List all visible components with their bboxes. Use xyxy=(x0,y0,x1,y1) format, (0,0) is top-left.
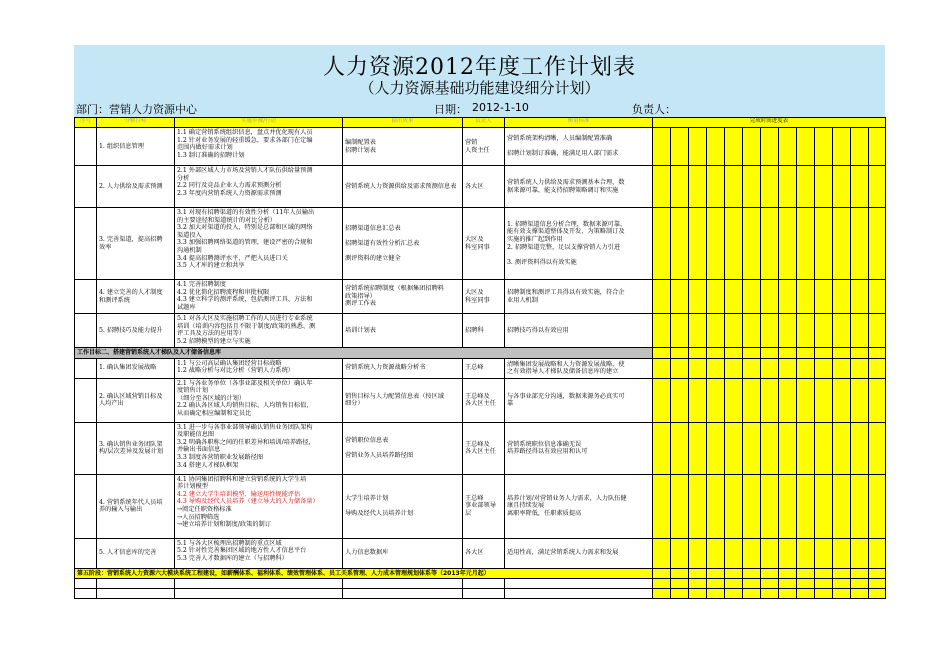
header-cell: 输出成果 xyxy=(343,118,463,128)
timeline-cell xyxy=(743,568,761,579)
steps-text: →阅定任职资格标准 →人员招聘筛选 →建立培养计划和制度/政策的制订 xyxy=(177,505,271,529)
output-cell: 招聘渠道信息汇总表 招聘渠道有效性分析汇总表 测评资料的建立健全 xyxy=(343,208,463,280)
timeline-cell xyxy=(653,474,671,538)
timeline-cell xyxy=(671,579,689,589)
timeline-cell xyxy=(797,348,815,359)
timeline-cell xyxy=(707,579,725,589)
goal-cell: 1. 确认集团发展战略 xyxy=(97,358,175,378)
table-row xyxy=(75,422,886,474)
standard-cell: 营销系统架构清晰，人员编制配置准确 招聘计划制订准确，能满足用人部门需求 xyxy=(505,128,653,166)
timeline-cell xyxy=(725,422,743,474)
timeline-cell xyxy=(653,422,671,474)
timeline-cell xyxy=(653,358,671,378)
owner-cell: 王总峰及 各大区主任 xyxy=(463,378,505,422)
timeline-cell xyxy=(689,348,707,359)
timeline-cell xyxy=(725,280,743,314)
steps-cell xyxy=(175,314,343,348)
timeline-cell xyxy=(833,579,851,589)
timeline-cell xyxy=(779,589,797,599)
steps-cell xyxy=(175,422,343,474)
timeline-cell xyxy=(689,128,707,166)
timeline-cell xyxy=(689,589,707,599)
timeline-cell xyxy=(815,589,833,599)
output-cell: 大学生培养计划 导购及经代人员培养计划 xyxy=(343,474,463,538)
timeline-cell xyxy=(779,166,797,208)
timeline-cell xyxy=(761,589,779,599)
timeline-cell xyxy=(743,280,761,314)
timeline-cell xyxy=(815,314,833,348)
timeline-cell xyxy=(671,474,689,538)
timeline-cell xyxy=(653,128,671,166)
steps-text: 1.1 与公司高层确认集团经营目标战略 1.2 战略分析与对比分析（营销人力系统） xyxy=(177,359,294,375)
header-row xyxy=(75,118,886,128)
owner-cell: 王总峰及 各大区主任 xyxy=(463,422,505,474)
timeline-cell xyxy=(707,378,725,422)
table-row xyxy=(75,538,886,568)
timeline-cell xyxy=(869,538,886,568)
timeline-cell xyxy=(869,128,886,166)
timeline-cell xyxy=(869,358,886,378)
meta-row xyxy=(74,99,885,117)
timeline-cell xyxy=(689,474,707,538)
steps-text: 5.1 与各大区梳理出招聘制的重点区域 5.2 针对性完善集团区域的地方性人才信息平台 5.3 完善人才数据库的建立（与招聘科） xyxy=(177,539,307,562)
standard-cell: 1. 招聘渠道信息分析合理，数据来源可靠， 能有效支撑渠道整体及开发，为策略制订及 实施的推广起到作用 2. 招聘渠道完整，足以支撑营销人力引进 3. 测评资料得以有效实施 xyxy=(505,208,653,280)
timeline-cell xyxy=(653,378,671,422)
timeline-cell xyxy=(761,579,779,589)
header-cell: 实施步骤/行动 xyxy=(175,118,343,128)
timeline-cell xyxy=(743,422,761,474)
empty-row xyxy=(75,579,886,589)
table-row xyxy=(75,314,886,348)
timeline-cell xyxy=(743,208,761,280)
steps-cell xyxy=(175,208,343,280)
output-cell: 营销系统人力资源战略分析书 xyxy=(343,358,463,378)
owner-cell: 王总峰 事业部领导 层 xyxy=(463,474,505,538)
timeline-cell xyxy=(815,538,833,568)
timeline-cell xyxy=(833,348,851,359)
timeline-cell xyxy=(833,358,851,378)
timeline-cell xyxy=(743,166,761,208)
timeline-cell xyxy=(743,579,761,589)
timeline-cell xyxy=(671,589,689,599)
table-row xyxy=(75,208,886,280)
timeline-cell xyxy=(761,568,779,579)
output-cell: 人力信息数据库 xyxy=(343,538,463,568)
timeline-cell xyxy=(833,422,851,474)
standard-cell: 招聘制度和测评工具得以有效实施，符合企 业用人机制 xyxy=(505,280,653,314)
stage-label: 工作目标二、搭建营销系统人才梯队及人才储备信息库 xyxy=(75,348,653,359)
output-cell: 营销职位信息表 营销业务人员培养路径图 xyxy=(343,422,463,474)
output-cell: 销售目标与人力配置信息表（按区域 细分） xyxy=(343,378,463,422)
timeline-cell xyxy=(869,589,886,599)
header-cell: 分解目标 xyxy=(97,118,175,128)
standard-cell: 招聘技巧得以有效应用 xyxy=(505,314,653,348)
owner-cell: 大区及 科室同事 xyxy=(463,280,505,314)
timeline-cell xyxy=(797,280,815,314)
timeline-cell xyxy=(869,378,886,422)
steps-text: 2.1 外部区域人力市场及营销人才队伍供给量预测 分析 2.2 同行及竞品企业人力需求预测分析 2.3 年度内营销系统人力资源需求预测 xyxy=(177,167,313,197)
timeline-cell xyxy=(653,579,671,589)
timeline-cell xyxy=(815,166,833,208)
goal-cell: 3. 完善渠道，提高招聘 效率 xyxy=(97,208,175,280)
standard-cell: 营销系统人力供给及需求预测基本合理，数 据来源可靠，能支持招聘策略调订和实施 xyxy=(505,166,653,208)
seq-cell xyxy=(75,538,97,568)
timeline-cell xyxy=(653,538,671,568)
goal-cell: 4. 营销系统年代人员培 养的输入与输出 xyxy=(97,474,175,538)
empty-cell xyxy=(97,579,175,589)
timeline-cell xyxy=(779,314,797,348)
owner-label: 负责人： xyxy=(632,103,676,116)
timeline-cell xyxy=(707,348,725,359)
timeline-cell xyxy=(725,568,743,579)
standard-cell: 与各事业部充分沟通，数据来源务必真实可 靠 xyxy=(505,378,653,422)
timeline-cell xyxy=(833,280,851,314)
stage-row xyxy=(75,348,886,359)
timeline-cell xyxy=(851,348,869,359)
timeline-cell xyxy=(797,422,815,474)
timeline-cell xyxy=(707,589,725,599)
timeline-cell xyxy=(869,422,886,474)
timeline-cell xyxy=(851,208,869,280)
timeline-cell xyxy=(815,568,833,579)
goal-cell: 3. 确认销售业务团队架 构/层次差异及发展计划 xyxy=(97,422,175,474)
standard-cell: 营销系统职位信息准确无误 培养路径得以有效应用和认可 xyxy=(505,422,653,474)
timeline-cell xyxy=(671,166,689,208)
timeline-cell xyxy=(797,474,815,538)
timeline-cell xyxy=(779,358,797,378)
seq-cell xyxy=(75,166,97,208)
header-cell: 负责人 xyxy=(463,118,505,128)
seq-cell xyxy=(75,474,97,538)
steps-cell xyxy=(175,474,343,538)
timeline-cell xyxy=(869,579,886,589)
timeline-cell xyxy=(689,422,707,474)
timeline-cell xyxy=(725,589,743,599)
timeline-cell xyxy=(851,128,869,166)
timeline-cell xyxy=(743,378,761,422)
goal-cell: 1. 组织信息管理 xyxy=(97,128,175,166)
timeline-cell xyxy=(761,128,779,166)
timeline-cell xyxy=(797,314,815,348)
timeline-cell xyxy=(725,358,743,378)
timeline-cell xyxy=(725,474,743,538)
timeline-cell xyxy=(671,208,689,280)
dept-label: 部门：营销人力资源中心 xyxy=(76,103,197,116)
standard-cell: 培养计划/对营销业务人力需求，人力队伍健 康且持续发展 离职率降低，任职素质提高 xyxy=(505,474,653,538)
timeline-cell xyxy=(725,538,743,568)
timeline-cell xyxy=(833,378,851,422)
timeline-cell xyxy=(707,358,725,378)
steps-cell xyxy=(175,538,343,568)
empty-cell xyxy=(343,589,463,599)
timeline-cell xyxy=(707,568,725,579)
steps-text: 3.1 对现有招聘渠道的有效性分析（11年人员输出 的主要途径和渠道统计的对比分析） 3.2 加大对渠道的投入，特别是总部和区域的网络 渠道投入 3.3 加强招聘网络渠道的管理，建设严密的合规和 沟通机制 3.4 提高招聘测评水平，严把入员进口关 3.5 人才库的建立和共享 xyxy=(177,209,315,270)
plan-table xyxy=(74,117,886,599)
timeline-cell xyxy=(815,579,833,589)
timeline-cell xyxy=(869,166,886,208)
timeline-cell xyxy=(725,378,743,422)
timeline-cell xyxy=(869,280,886,314)
empty-cell xyxy=(175,579,343,589)
seq-cell xyxy=(75,422,97,474)
empty-cell xyxy=(75,579,97,589)
timeline-cell xyxy=(725,166,743,208)
timeline-cell xyxy=(653,568,671,579)
timeline-cell xyxy=(671,538,689,568)
timeline-cell xyxy=(797,538,815,568)
timeline-cell xyxy=(707,208,725,280)
timeline-cell xyxy=(671,128,689,166)
owner-cell: 各大区 xyxy=(463,538,505,568)
timeline-cell xyxy=(779,128,797,166)
timeline-cell xyxy=(833,538,851,568)
timeline-cell xyxy=(851,280,869,314)
timeline-cell xyxy=(761,166,779,208)
timeline-cell xyxy=(671,422,689,474)
stage-label: 第五阶段：营销系统人力资源六大模块系统工程建设，如薪酬体系、福利体系、绩效管理体系、员工关系管理、人力成本管理规划体系等（2013年元月起） xyxy=(75,568,653,579)
steps-cell xyxy=(175,166,343,208)
timeline-cell xyxy=(707,538,725,568)
timeline-cell xyxy=(671,568,689,579)
timeline-cell xyxy=(707,474,725,538)
empty-cell xyxy=(463,589,505,599)
timeline-cell xyxy=(725,579,743,589)
timeline-cell xyxy=(743,474,761,538)
seq-cell xyxy=(75,128,97,166)
timeline-cell xyxy=(779,538,797,568)
table-row xyxy=(75,358,886,378)
timeline-cell xyxy=(815,280,833,314)
steps-cell xyxy=(175,358,343,378)
timeline-cell xyxy=(653,280,671,314)
output-cell: 培训计划表 xyxy=(343,314,463,348)
timeline-cell xyxy=(779,280,797,314)
owner-cell: 大区及 科室同事 xyxy=(463,208,505,280)
timeline-cell xyxy=(779,348,797,359)
table-row xyxy=(75,280,886,314)
owner-cell: 各大区 xyxy=(463,166,505,208)
timeline-cell xyxy=(743,589,761,599)
timeline-cell xyxy=(725,128,743,166)
timeline-cell xyxy=(815,358,833,378)
steps-text: 4.1 协同集团招聘科和建立营销系统的大学生培 养计划模型 xyxy=(177,475,307,491)
timeline-cell xyxy=(707,314,725,348)
timeline-cell xyxy=(761,378,779,422)
timeline-cell xyxy=(833,208,851,280)
timeline-cell xyxy=(689,579,707,589)
steps-text: 4.1 完善招聘制度 4.2 优化简化招聘流程和审批权限 4.3 建立科学的测评系统，包括测评工具、方法和 试题库 xyxy=(177,281,313,311)
standard-cell: 清晰集团发展战略和人力资源发展战略，使 之有效指导人才梯队及储备信息库的建立 xyxy=(505,358,653,378)
timeline-cell xyxy=(725,348,743,359)
timeline-cell xyxy=(833,474,851,538)
steps-text: 3.1 进一步与各事业部领导确认销售业务团队架构 及职能信息图 3.2 明确各职称之间的任职差异和培训/培养路径， 并输出书面信息 3.3 制度各营销职业发展路径图 3.4 搭建人才梯队框架 xyxy=(177,423,315,469)
timeline-cell xyxy=(869,568,886,579)
timeline-cell xyxy=(833,589,851,599)
timeline-cell xyxy=(671,378,689,422)
timeline-cell xyxy=(689,280,707,314)
owner-cell: 招聘科 xyxy=(463,314,505,348)
table-row xyxy=(75,474,886,538)
timeline-cell xyxy=(761,208,779,280)
timeline-cell xyxy=(851,568,869,579)
timeline-cell xyxy=(815,422,833,474)
timeline-cell xyxy=(761,538,779,568)
empty-cell xyxy=(175,589,343,599)
timeline-cell xyxy=(653,166,671,208)
timeline-cell xyxy=(689,378,707,422)
timeline-cell xyxy=(833,128,851,166)
timeline-cell xyxy=(689,358,707,378)
timeline-cell xyxy=(707,280,725,314)
timeline-cell xyxy=(833,568,851,579)
timeline-cell xyxy=(743,538,761,568)
timeline-cell xyxy=(779,474,797,538)
timeline-cell xyxy=(707,422,725,474)
timeline-cell xyxy=(797,128,815,166)
timeline-cell xyxy=(743,128,761,166)
timeline-cell xyxy=(797,208,815,280)
timeline-cell xyxy=(689,166,707,208)
timeline-cell xyxy=(779,378,797,422)
timeline-cell xyxy=(671,280,689,314)
empty-cell xyxy=(463,579,505,589)
timeline-cell xyxy=(779,568,797,579)
timeline-cell xyxy=(815,474,833,538)
timeline-cell xyxy=(815,378,833,422)
seq-cell xyxy=(75,208,97,280)
timeline-cell xyxy=(653,589,671,599)
timeline-cell xyxy=(869,474,886,538)
timeline-cell xyxy=(761,358,779,378)
timeline-cell xyxy=(743,358,761,378)
page-title: 人力资源2012年度工作计划表 xyxy=(323,55,636,80)
timeline-cell xyxy=(707,166,725,208)
steps-cell xyxy=(175,280,343,314)
timeline-cell xyxy=(779,579,797,589)
output-cell: 营销系统人力资源供给及需求预测信息表 xyxy=(343,166,463,208)
timeline-cell xyxy=(653,314,671,348)
timeline-cell xyxy=(797,166,815,208)
timeline-cell xyxy=(671,314,689,348)
timeline-cell xyxy=(689,208,707,280)
goal-cell: 5. 招聘技巧及能力提升 xyxy=(97,314,175,348)
timeline-cell xyxy=(689,568,707,579)
seq-cell xyxy=(75,314,97,348)
date-value: 2012-1-10 xyxy=(472,101,529,114)
timeline-cell xyxy=(689,314,707,348)
table-row xyxy=(75,166,886,208)
timeline-cell xyxy=(779,208,797,280)
goal-cell: 4. 建立完善的人才制度 和测评系统 xyxy=(97,280,175,314)
timeline-cell xyxy=(743,348,761,359)
timeline-cell xyxy=(761,474,779,538)
empty-cell xyxy=(97,589,175,599)
timeline-cell xyxy=(725,314,743,348)
timeline-cell xyxy=(725,208,743,280)
timeline-cell xyxy=(851,589,869,599)
timeline-cell xyxy=(797,358,815,378)
timeline-cell xyxy=(851,314,869,348)
timeline-cell xyxy=(851,378,869,422)
timeline-cell xyxy=(815,208,833,280)
seq-cell xyxy=(75,358,97,378)
timeline-cell xyxy=(851,579,869,589)
timeline-cell xyxy=(761,314,779,348)
timeline-cell xyxy=(779,422,797,474)
timeline-header: 完成时间进度表 xyxy=(653,118,886,128)
goal-cell: 2. 确认区域营销目标及 人均产出 xyxy=(97,378,175,422)
date-label: 日期： xyxy=(434,103,467,116)
timeline-cell xyxy=(797,378,815,422)
timeline-cell xyxy=(851,358,869,378)
timeline-cell xyxy=(743,314,761,348)
output-cell: 营销系统招聘制度（根据集团招聘料 政策指导） 测评工作表 xyxy=(343,280,463,314)
steps-text: 1.1 确定营销系统组织信息，盘点并优化现有人员 1.2 针对业务发展的轻重缓急，要求各部门在定编 范围内做好需求计划 1.3 制订准确的招聘计划 xyxy=(177,129,313,159)
seq-cell xyxy=(75,378,97,422)
goal-cell: 5. 人才信息库的完善 xyxy=(97,538,175,568)
steps-cell xyxy=(175,378,343,422)
table-row xyxy=(75,128,886,166)
owner-cell: 王总峰 xyxy=(463,358,505,378)
goal-cell: 2. 人力供给及需求预测 xyxy=(97,166,175,208)
timeline-cell xyxy=(671,348,689,359)
empty-cell xyxy=(505,579,653,589)
timeline-cell xyxy=(761,422,779,474)
timeline-cell xyxy=(671,358,689,378)
page-subtitle: （人力资源基础功能建设细分计划） xyxy=(359,79,600,97)
timeline-cell xyxy=(869,348,886,359)
timeline-cell xyxy=(707,128,725,166)
empty-cell xyxy=(75,589,97,599)
steps-text: 2.1 与各业务单位（各事业部及相关单位）确认年 度销售计划 （细分至各区域的计划） 2.2 确认各区域人均销售目标、人均销售目标值， 从而确定相应编制和定员比 xyxy=(177,379,313,417)
header-cell: 序号 xyxy=(75,118,97,128)
table-row xyxy=(75,378,886,422)
timeline-cell xyxy=(761,280,779,314)
standard-cell: 适用性高，满足营销系统人力需求和发展 xyxy=(505,538,653,568)
timeline-cell xyxy=(869,314,886,348)
timeline-cell xyxy=(797,579,815,589)
empty-cell xyxy=(505,589,653,599)
timeline-cell xyxy=(851,166,869,208)
timeline-cell xyxy=(653,348,671,359)
timeline-cell xyxy=(833,314,851,348)
output-cell: 编制配置表 招聘计划表 xyxy=(343,128,463,166)
timeline-cell xyxy=(851,474,869,538)
timeline-cell xyxy=(797,589,815,599)
timeline-cell xyxy=(851,538,869,568)
timeline-cell xyxy=(815,128,833,166)
steps-text: 5.1 对各大区及实施招聘工作的人员进行专业系统 培训（培训内容包括且不限于制度/政策的熟悉、测 评工具及方法的应用等） 5.2 招聘模型的建立与实施 xyxy=(177,315,316,345)
seq-cell xyxy=(75,280,97,314)
timeline-cell xyxy=(761,348,779,359)
timeline-cell xyxy=(851,422,869,474)
highlight-steps-text: 4.2 建立大学生培训模型、输送用性规能评估 4.3 导购及经代人员培养（建立导大的人力储备量） xyxy=(177,490,319,506)
owner-cell: 营销 人资主任 xyxy=(463,128,505,166)
timeline-cell xyxy=(797,568,815,579)
timeline-cell xyxy=(689,538,707,568)
header-cell: 衡量标准 xyxy=(505,118,653,128)
timeline-cell xyxy=(869,208,886,280)
empty-row xyxy=(75,589,886,599)
stage-row xyxy=(75,568,886,579)
timeline-cell xyxy=(833,166,851,208)
timeline-cell xyxy=(653,208,671,280)
timeline-cell xyxy=(815,348,833,359)
empty-cell xyxy=(343,579,463,589)
steps-cell xyxy=(175,128,343,166)
